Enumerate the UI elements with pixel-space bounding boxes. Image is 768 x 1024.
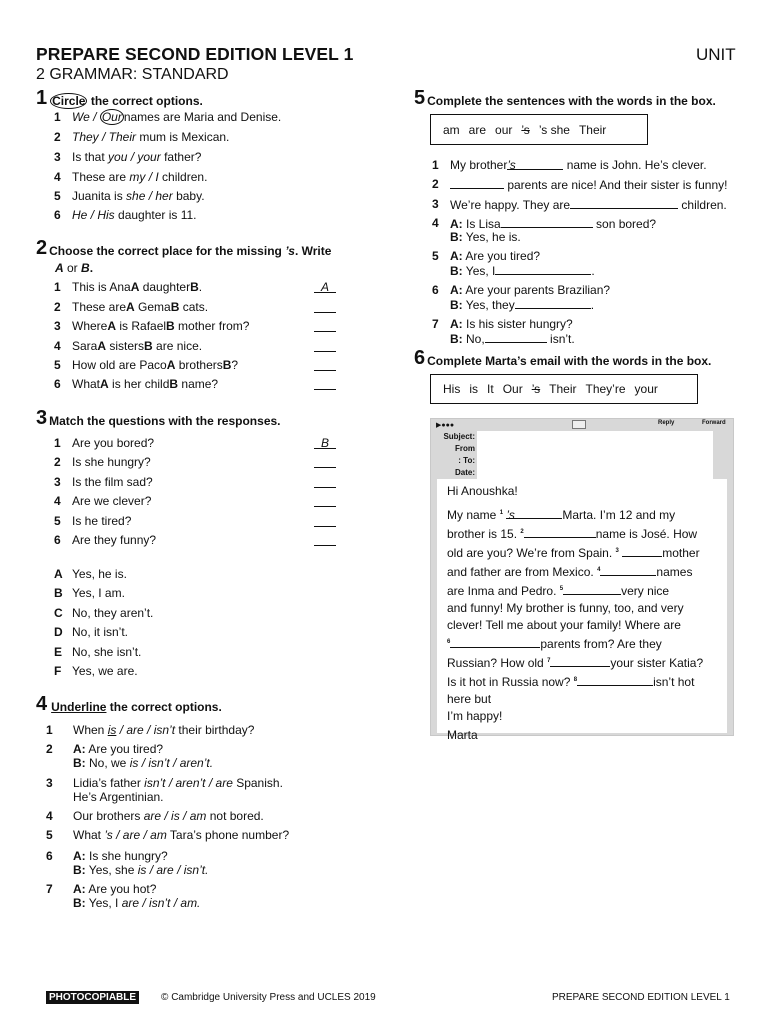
- email-line: are Inma and Pedro. $^5$ very nice: [447, 584, 670, 598]
- email-blank[interactable]: [450, 636, 540, 648]
- email-header-fields[interactable]: [477, 431, 713, 479]
- email-line: My name $^1$ ’s Marta. I’m 12 and my: [447, 508, 676, 522]
- email-greeting: Hi Anoushka!: [447, 484, 518, 498]
- footer-right: PREPARE SECOND EDITION LEVEL 1: [552, 992, 730, 1003]
- answer-blank[interactable]: [450, 177, 504, 189]
- section-3: 3 Match the questions with the responses. 1 Are you bored? B 2 Is she hungry? 3 Is the film sad? 4 Are we clever? 5 Is he tired? 6 Are they funny? A Yes, he is. B Yes, I am. C No, they aren’t. D No, it isn’t. E No, she isn’t. F Yes, we are.: [36, 408, 396, 688]
- email-blank[interactable]: [577, 674, 653, 686]
- word-box: His is It Our ’s Their They’re your: [430, 374, 698, 404]
- answer-line[interactable]: [314, 475, 336, 488]
- email-body: [437, 479, 727, 742]
- answer-blank[interactable]: [570, 197, 678, 209]
- answer-line[interactable]: [314, 319, 336, 332]
- subject-label: Subject:: [443, 432, 475, 441]
- section-instruction: Complete the sentences with the words in the box.: [427, 94, 716, 108]
- email-line: $^6$ parents from? Are they: [447, 637, 662, 651]
- email-signature: Marta: [447, 728, 478, 742]
- page-title: PREPARE SECOND EDITION LEVEL 1: [36, 44, 354, 64]
- copyright-text: © Cambridge University Press and UCLES 2019: [161, 992, 376, 1003]
- email-blank[interactable]: [550, 655, 610, 667]
- footer-left: [46, 991, 376, 1004]
- email-line: brother is 15. $^2$ name is José. How: [447, 527, 698, 541]
- section-1: 1 Circle the correct options. 1 We / Our names are Maria and Denise. 2 They / Their mum is Mexican. 3 Is that you / your father? 4 These are my / I children. 5 Juanita is she / her baby. 6 He / His daughter is 11.: [36, 87, 282, 222]
- answer-line[interactable]: [314, 514, 336, 527]
- section-instruction: Choose the correct place for the missing ’s. Write: [49, 244, 332, 258]
- email-line: here but: [447, 692, 492, 706]
- email-line: Is it hot in Russia now? $^8$ isn’t hot: [447, 675, 695, 689]
- email-blank[interactable]: ’s: [506, 507, 562, 519]
- section-2: 2 Choose the correct place for the missing ’s. Write A or B. 1 This is AnaA daughterB. A 2 These areA GemaB cats. 3 WhereA is RafaelB mother from? 4 SaraA sistersB are nice. 5 How old are PacoA brothersB? 6 WhatA is her childB name?: [36, 238, 396, 398]
- section-4: 4 Underline the correct options. 1 When is / are / isn’t their birthday? 2 A: Are you tired? B: No, we is / isn’t / aren’t. 3 Lidia’s father isn’t / aren’t / are Spanish. He’s Argentinian. 4 Our brothers are / is / am not bored. 5 What ’s / are / am Tara’s phone number? 6 A: Is she hungry? B: Yes, she is / are / isn’t. 7 A: Are you hot? B: Yes, I are / isn’t / am.: [36, 693, 290, 910]
- page-subtitle: 2 GRAMMAR: STANDARD: [36, 66, 229, 83]
- section-number: 4: [36, 693, 48, 715]
- answer-blank[interactable]: [485, 331, 547, 343]
- circle-keyword: Circle: [52, 94, 86, 108]
- section-number: 3: [36, 407, 48, 429]
- answer-line[interactable]: [314, 377, 336, 390]
- mail-icon[interactable]: [572, 420, 586, 429]
- email-blank[interactable]: [563, 583, 621, 595]
- answer-line[interactable]: B: [314, 436, 336, 449]
- section-instruction: the correct options.: [106, 700, 222, 714]
- section-instruction: Complete Marta’s email with the words in the box.: [427, 354, 712, 368]
- reply-button[interactable]: Reply: [658, 420, 675, 426]
- window-controls-icon: ▶●●●: [436, 422, 455, 429]
- answer-line[interactable]: [314, 358, 336, 371]
- section-instruction: Match the questions with the responses.: [49, 414, 281, 428]
- section-instruction: the correct options.: [87, 94, 203, 108]
- email-line: I’m happy!: [447, 709, 503, 723]
- answer-blank[interactable]: ’s: [507, 158, 563, 170]
- section-5: 5 Complete the sentences with the words in the box. am are our ’s ’s she Their 1 My brother’s name is John. He’s clever. 2 parents are nice! And their sister is funny! 3 We’re happy. They are children. 4 A: Is Lisa son bored? B: Yes, he is. 5 A: Are you tired? B: Yes, I . 6 A: Are your parents Brazilian? B: Yes, they . 7 A: Is his sister hungry? B: No, isn’t.: [414, 87, 728, 346]
- date-label: Date:: [454, 468, 475, 477]
- unit-label: UNIT: [696, 45, 736, 64]
- circled-answer: Our: [101, 110, 122, 124]
- email-blank[interactable]: [600, 564, 656, 576]
- email-header-labels: [431, 431, 477, 479]
- answer-line[interactable]: [314, 339, 336, 352]
- underline-keyword: Underline: [51, 700, 107, 714]
- answer-line[interactable]: [314, 300, 336, 313]
- section-number: 1: [36, 87, 48, 109]
- section-number: 6: [414, 347, 426, 369]
- answer-line[interactable]: [314, 494, 336, 507]
- section-number: 2: [36, 237, 48, 259]
- section-6: [414, 348, 754, 408]
- section-number: 5: [414, 87, 426, 109]
- email-line: and father are from Mexico. $^4$ names: [447, 565, 693, 579]
- email-line: Russian? How old $^7$ your sister Katia?: [447, 656, 704, 670]
- forward-button[interactable]: Forward: [702, 420, 726, 426]
- word-box: am are our ’s ’s she Their: [430, 114, 648, 145]
- to-label: : To:: [458, 456, 475, 465]
- email-line: clever! Tell me about your family! Where are: [447, 618, 681, 632]
- email-blank[interactable]: [622, 545, 662, 557]
- email-window: [430, 418, 734, 742]
- from-label: From: [455, 444, 475, 453]
- answer-blank[interactable]: [501, 216, 593, 228]
- answer-line[interactable]: [314, 533, 336, 546]
- email-line: old are you? We’re from Spain. $^3$ mother: [447, 546, 700, 560]
- section-instruction-line2: A or B.: [55, 261, 94, 275]
- answer-blank[interactable]: [495, 263, 591, 275]
- answer-blank[interactable]: [515, 297, 591, 309]
- answer-line[interactable]: [314, 455, 336, 468]
- photocopiable-badge: PHOTOCOPIABLE: [46, 991, 139, 1004]
- answer-line[interactable]: A: [314, 280, 336, 293]
- email-line: and funny! My brother is funny, too, and very: [447, 601, 684, 615]
- email-blank[interactable]: [524, 526, 596, 538]
- email-toolbar: [431, 419, 733, 431]
